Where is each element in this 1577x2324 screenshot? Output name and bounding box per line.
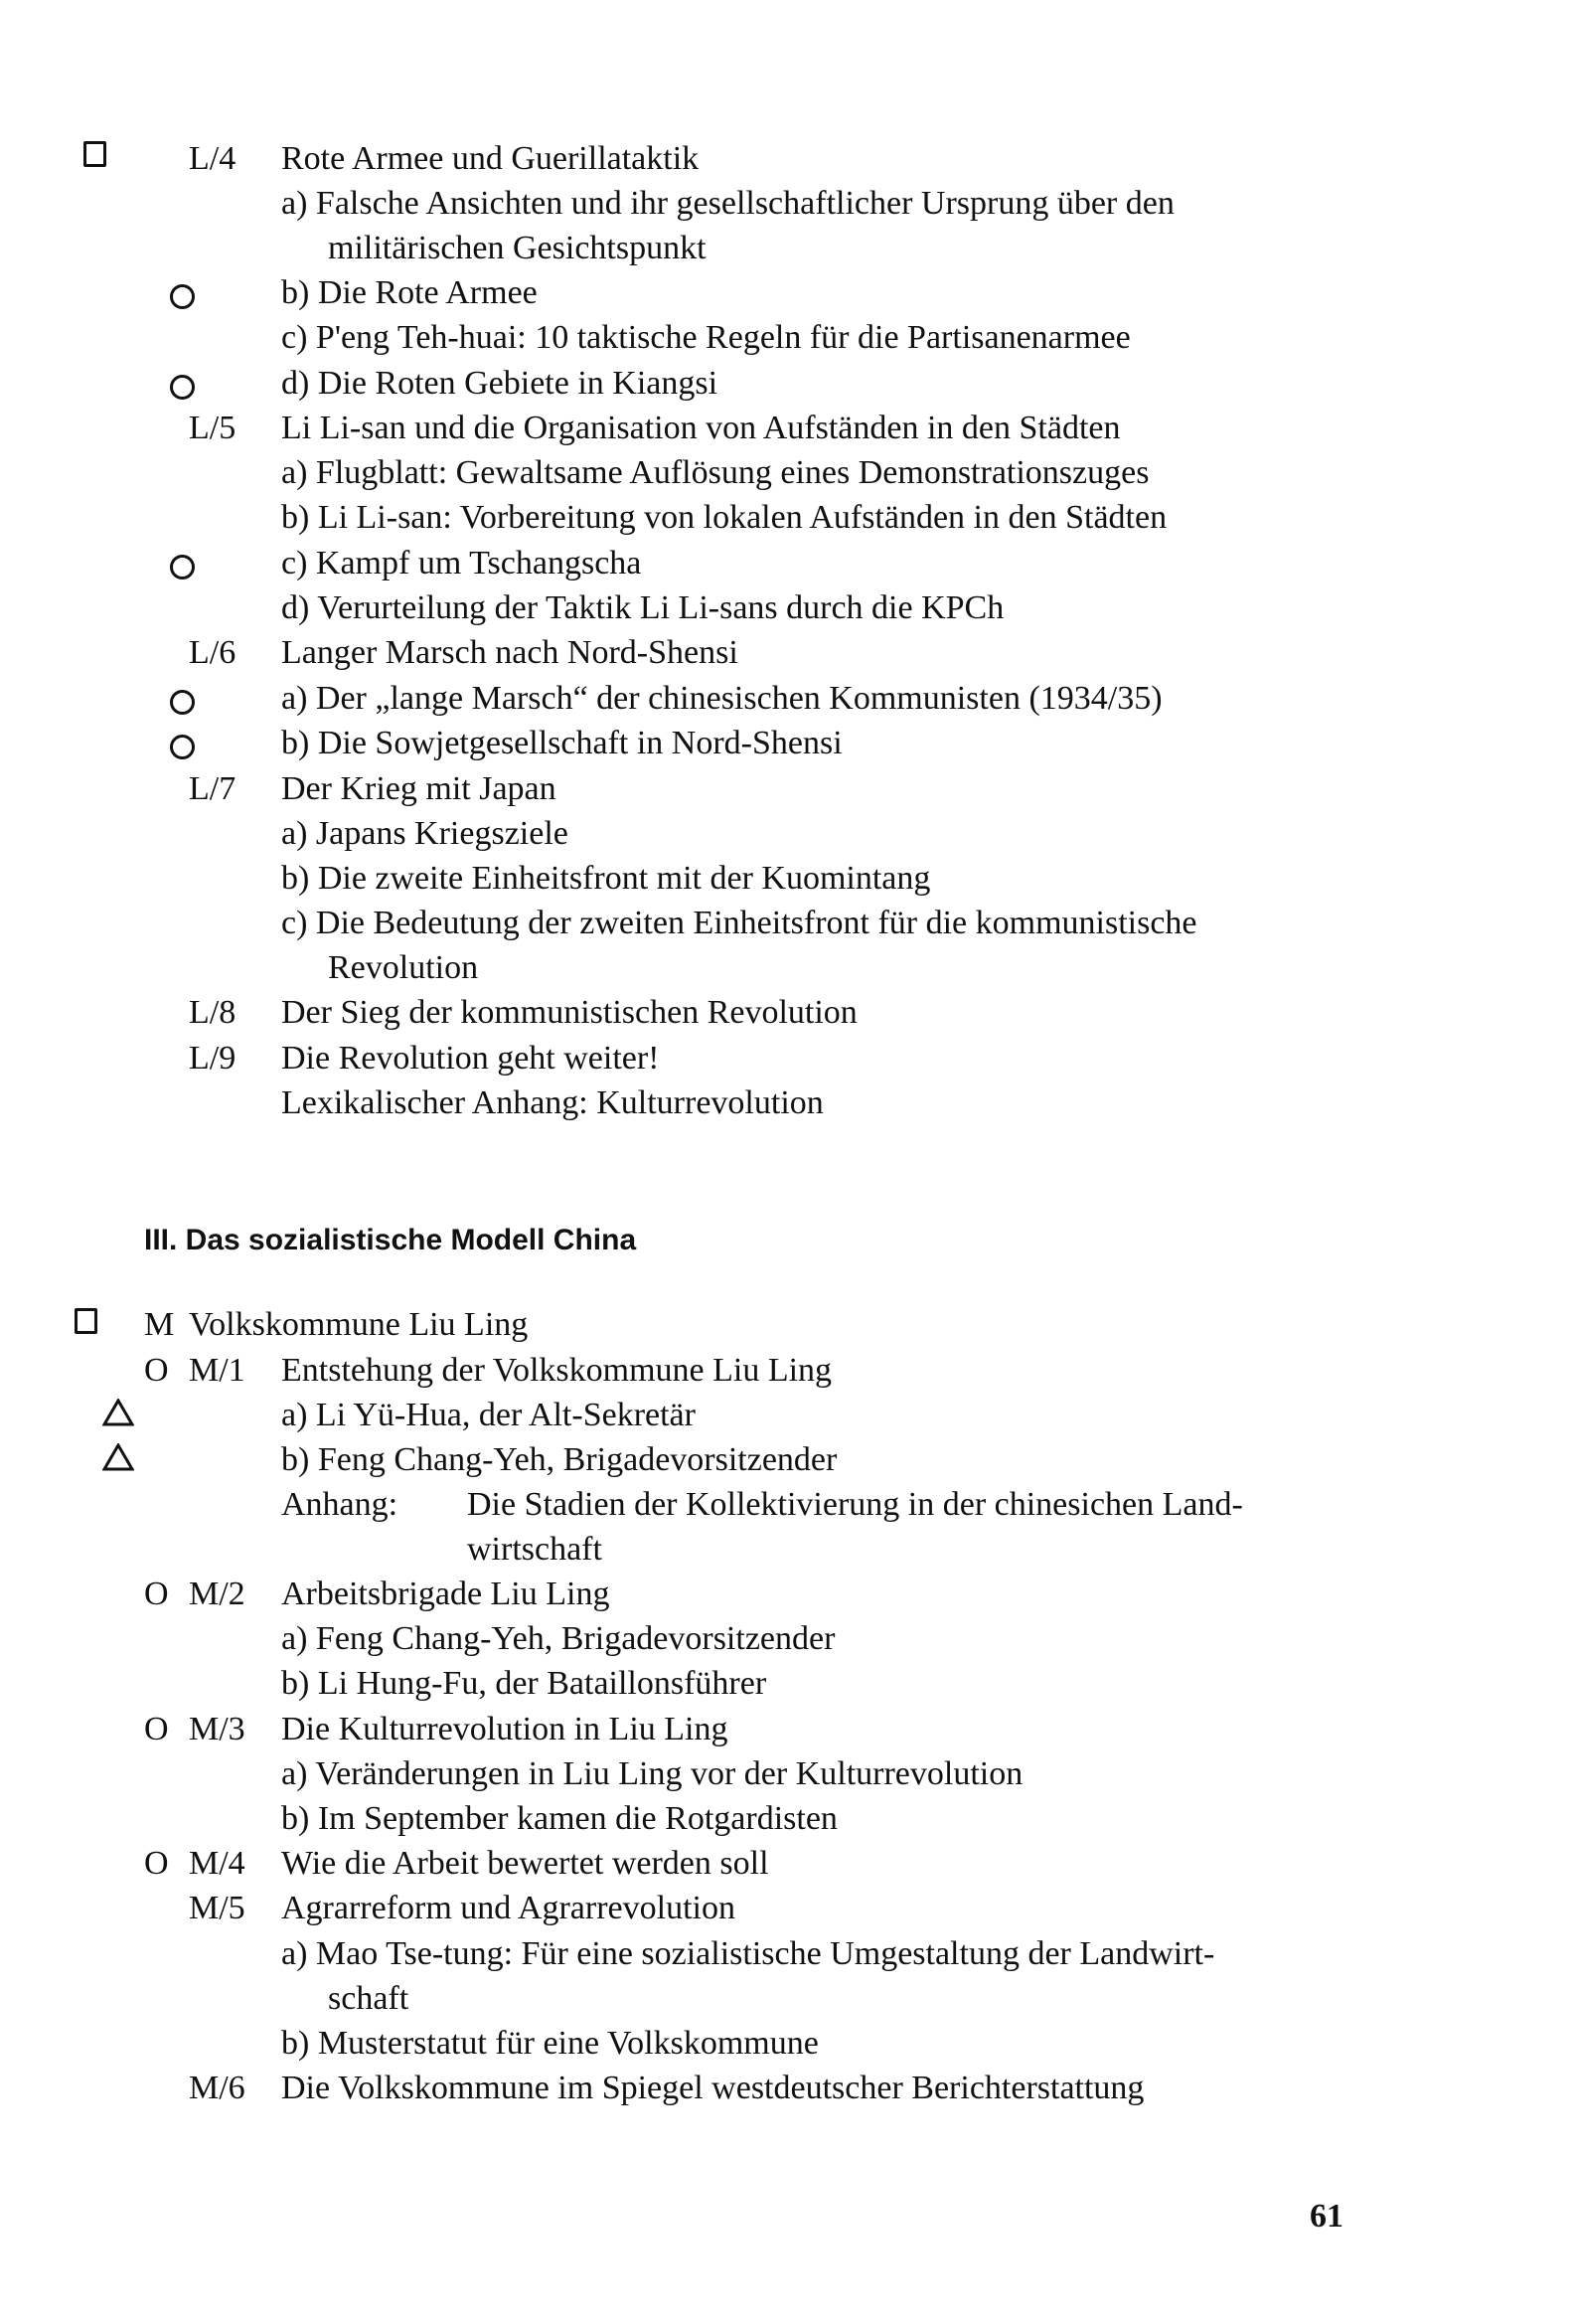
toc-subitem: a) Der „lange Marsch“ der chinesischen Kommunisten (1934/35) [281, 680, 1163, 717]
toc-subitem: a) Mao Tse-tung: Für eine sozialistische Umgestaltung der Landwirt- [281, 1935, 1215, 1972]
circle-marker-icon [170, 735, 195, 759]
toc-title: Langer Marsch nach Nord-Shensi [281, 634, 738, 671]
toc-title: Rote Armee und Guerillataktik [281, 140, 700, 177]
circle-marker-icon [170, 690, 195, 715]
toc-code: L/5 [189, 410, 237, 446]
toc-code: M/1 [189, 1352, 245, 1389]
toc-subitem-continuation: militärischen Gesichtspunkt [328, 230, 707, 266]
toc-subitem: b) Die Sowjetgesellschaft in Nord-Shensi [281, 725, 843, 761]
toc-code: M/4 [189, 1845, 245, 1882]
circle-marker-icon: O [144, 1845, 169, 1882]
toc-subitem: a) Veränderungen in Liu Ling vor der Kulturrevolution [281, 1755, 1024, 1792]
toc-subitem: d) Die Roten Gebiete in Kiangsi [281, 365, 718, 402]
toc-subitem: Die Stadien der Kollektivierung in der chinesichen Land- [467, 1486, 1243, 1523]
toc-title: Li Li-san und die Organisation von Aufständen in den Städten [281, 410, 1121, 446]
toc-subitem: b) Die zweite Einheitsfront mit der Kuomintang [281, 860, 931, 897]
toc-subitem: a) Japans Kriegsziele [281, 815, 568, 852]
toc-title: Der Sieg der kommunistischen Revolution [281, 994, 858, 1031]
toc-code: M/3 [189, 1711, 245, 1747]
toc-title: Die Volkskommune im Spiegel westdeutscher Berichterstattung [281, 2070, 1145, 2106]
toc-code: L/6 [189, 634, 237, 671]
toc-code: L/9 [189, 1040, 237, 1077]
toc-code: L/7 [189, 770, 237, 807]
toc-subitem: a) Li Yü-Hua, der Alt-Sekretär [281, 1397, 696, 1433]
toc-subitem: a) Falsche Ansichten und ihr gesellschaftlicher Ursprung über den [281, 185, 1175, 222]
toc-title: Der Krieg mit Japan [281, 770, 556, 807]
toc-title: Die Revolution geht weiter! [281, 1040, 660, 1077]
circle-marker-icon [170, 284, 195, 309]
toc-code: M/6 [189, 2070, 245, 2106]
toc-code: L/8 [189, 994, 237, 1031]
circle-marker-icon: O [144, 1352, 169, 1389]
toc-subitem: b) Im September kamen die Rotgardisten [281, 1800, 838, 1837]
circle-marker-icon: O [144, 1576, 169, 1612]
toc-title: Volkskommune Liu Ling [189, 1306, 529, 1343]
toc-subitem: Lexikalischer Anhang: Kulturrevolution [281, 1084, 824, 1121]
toc-subitem-continuation: wirtschaft [467, 1531, 602, 1568]
toc-subitem: c) P'eng Teh-huai: 10 taktische Regeln für die Partisanenarmee [281, 319, 1131, 356]
toc-subitem: d) Verurteilung der Taktik Li Li-sans durch die KPCh [281, 589, 1005, 626]
toc-subitem-continuation: Revolution [328, 949, 479, 986]
toc-subitem: a) Flugblatt: Gewaltsame Auflösung eines Demonstrationszuges [281, 454, 1150, 491]
toc-code: M/5 [189, 1890, 245, 1926]
toc-code: M/2 [189, 1576, 245, 1612]
toc-subitem: c) Die Bedeutung der zweiten Einheitsfront für die kommunistische [281, 905, 1197, 941]
circle-marker-icon [170, 555, 195, 580]
toc-subitem: a) Feng Chang-Yeh, Brigadevorsitzender [281, 1620, 836, 1657]
toc-title: Agrarreform und Agrarrevolution [281, 1890, 735, 1926]
circle-marker-icon [170, 375, 195, 400]
toc-subitem: b) Li Li-san: Vorbereitung von lokalen Aufständen in den Städten [281, 499, 1168, 536]
toc-title: Die Kulturrevolution in Liu Ling [281, 1711, 728, 1747]
section-heading: III. Das sozialistische Modell China [144, 1224, 637, 1256]
square-checkbox-icon [83, 141, 106, 167]
toc-subitem: b) Musterstatut für eine Volkskommune [281, 2025, 819, 2062]
toc-subitem: b) Feng Chang-Yeh, Brigadevorsitzender [281, 1441, 838, 1478]
toc-title: Arbeitsbrigade Liu Ling [281, 1576, 610, 1612]
toc-code: M [144, 1306, 175, 1343]
toc-code: L/4 [189, 140, 237, 177]
square-checkbox-icon [75, 1308, 97, 1334]
toc-title: Wie die Arbeit bewertet werden soll [281, 1845, 769, 1882]
toc-title: Entstehung der Volkskommune Liu Ling [281, 1352, 833, 1389]
toc-subitem: b) Die Rote Armee [281, 274, 538, 311]
toc-subitem-continuation: schaft [328, 1980, 409, 2017]
appendix-label: Anhang: [281, 1486, 398, 1523]
page-number: 61 [1310, 2198, 1343, 2235]
toc-subitem: c) Kampf um Tschangscha [281, 545, 642, 581]
circle-marker-icon: O [144, 1711, 169, 1747]
toc-subitem: b) Li Hung-Fu, der Bataillonsführer [281, 1665, 767, 1702]
